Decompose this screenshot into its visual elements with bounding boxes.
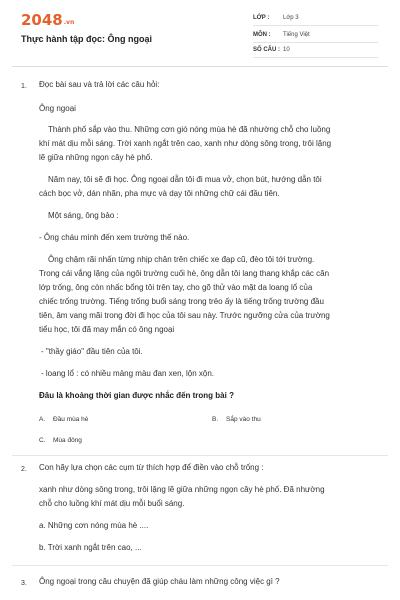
glossary-line: - loang lổ : có nhiều mảng màu đan xen, lộn xộn. <box>41 369 214 378</box>
passage-line: khí mát dịu mỗi sáng. Trời xanh ngắt trên cao, xanh như dòng sông trong, trôi lặng <box>39 139 332 148</box>
question-1-prompt: Đọc bài sau và trả lời các câu hỏi: <box>39 80 160 89</box>
option-a-text: Đầu mùa hè <box>53 416 89 423</box>
passage-line: Thành phố sắp vào thu. Những cơn gió nóng mùa hè đã nhường chỗ cho luồng <box>48 125 331 134</box>
question-2-line: chỗ cho luồng khí mát dịu mỗi buổi sáng. <box>39 499 185 508</box>
meta-grade <box>253 12 378 26</box>
option-c[interactable] <box>39 437 82 444</box>
question-3-prompt: Ông ngoại trong câu chuyện đã giúp cháu làm những công việc gì ? <box>39 577 280 586</box>
logo-text: 2048 <box>21 11 63 29</box>
question-1-text: Đâu là khoảng thời gian được nhắc đến trong bài ? <box>39 391 234 400</box>
question-2-line: xanh như dòng sông trong, trôi lặng lẽ giữa những ngọn cây hè phố. Đã nhường <box>39 485 325 494</box>
passage-line: Trong cái vắng lặng của ngôi trường cuối hè, ông dẫn tôi lang thang khắp các căn <box>39 269 330 278</box>
passage-line: tiên, âm vang mãi trong đời đi học của tôi sau này. Trước ngưỡng cửa của trường <box>39 311 330 320</box>
option-b[interactable] <box>212 416 261 423</box>
meta-subject-key: MÔN : <box>253 32 271 38</box>
meta-count-key: SỐ CÂU : <box>253 47 280 53</box>
question-divider <box>12 455 388 456</box>
passage-line: - Ông cháu mình đến xem trường thế nào. <box>39 233 190 242</box>
passage-line: chiếc trống trường. Tiếng trống buổi sáng trong trẻo ấy là tiếng trống trường đầu <box>39 297 324 306</box>
meta-grade-key: LỚP : <box>253 15 270 21</box>
question-2-number: 2. <box>21 466 27 473</box>
question-3-number: 3. <box>21 580 27 587</box>
passage-line: Năm nay, tôi sẽ đi học. Ông ngoại dẫn tôi đi mua vở, chọn bút, hướng dẫn tôi <box>48 175 322 184</box>
passage-line: lớp trống, ông còn nhấc bổng tôi trên tay, cho gõ thử vào mặt da loang lổ của <box>39 283 313 292</box>
option-b-label: B. <box>212 416 219 423</box>
meta-subject <box>253 29 378 43</box>
meta-subject-value: Tiếng Việt <box>283 32 310 38</box>
option-c-label: C. <box>39 437 46 444</box>
option-a[interactable] <box>39 416 88 423</box>
passage-line: cách bọc vở, dán nhãn, pha mực và dạy tôi những chữ cái đầu tiên. <box>39 189 280 198</box>
passage-title: Ông ngoại <box>39 104 76 113</box>
header-divider <box>12 66 388 67</box>
passage-line: Ông chậm rãi nhấn từng nhịp chân trên chiếc xe đạp cũ, đèo tôi tới trường. <box>48 255 315 264</box>
passage-line: tiểu học, tôi đã may mắn có ông ngoại <box>39 325 175 334</box>
question-2-option-b[interactable]: b. Trời xanh ngắt trên cao, ... <box>39 543 142 552</box>
option-c-text: Mùa đông <box>53 437 82 444</box>
option-b-text: Sắp vào thu <box>226 416 261 423</box>
passage-line: - "thầy giáo" đầu tiên của tôi. <box>41 347 143 356</box>
option-a-label: A. <box>39 416 46 423</box>
worksheet-header <box>0 0 400 68</box>
question-2-prompt: Con hãy lựa chọn các cụm từ thích hợp để điền vào chỗ trống : <box>39 463 264 472</box>
logo-tld: .vn <box>63 19 75 26</box>
question-divider <box>12 565 388 566</box>
question-2-option-a[interactable]: a. Những cơn nóng mùa hè .... <box>39 521 149 530</box>
passage-line: Một sáng, ông bảo : <box>48 211 119 220</box>
question-1-number: 1. <box>21 83 27 90</box>
meta-count-value: 10 <box>283 47 290 53</box>
meta-question-count <box>253 44 378 58</box>
passage-line: lẽ giữa những ngọn cây hè phố. <box>39 153 153 162</box>
site-logo[interactable] <box>21 11 74 29</box>
lesson-title: Thực hành tập đọc: Ông ngoại <box>21 34 153 44</box>
meta-grade-value: Lớp 3 <box>283 15 299 21</box>
